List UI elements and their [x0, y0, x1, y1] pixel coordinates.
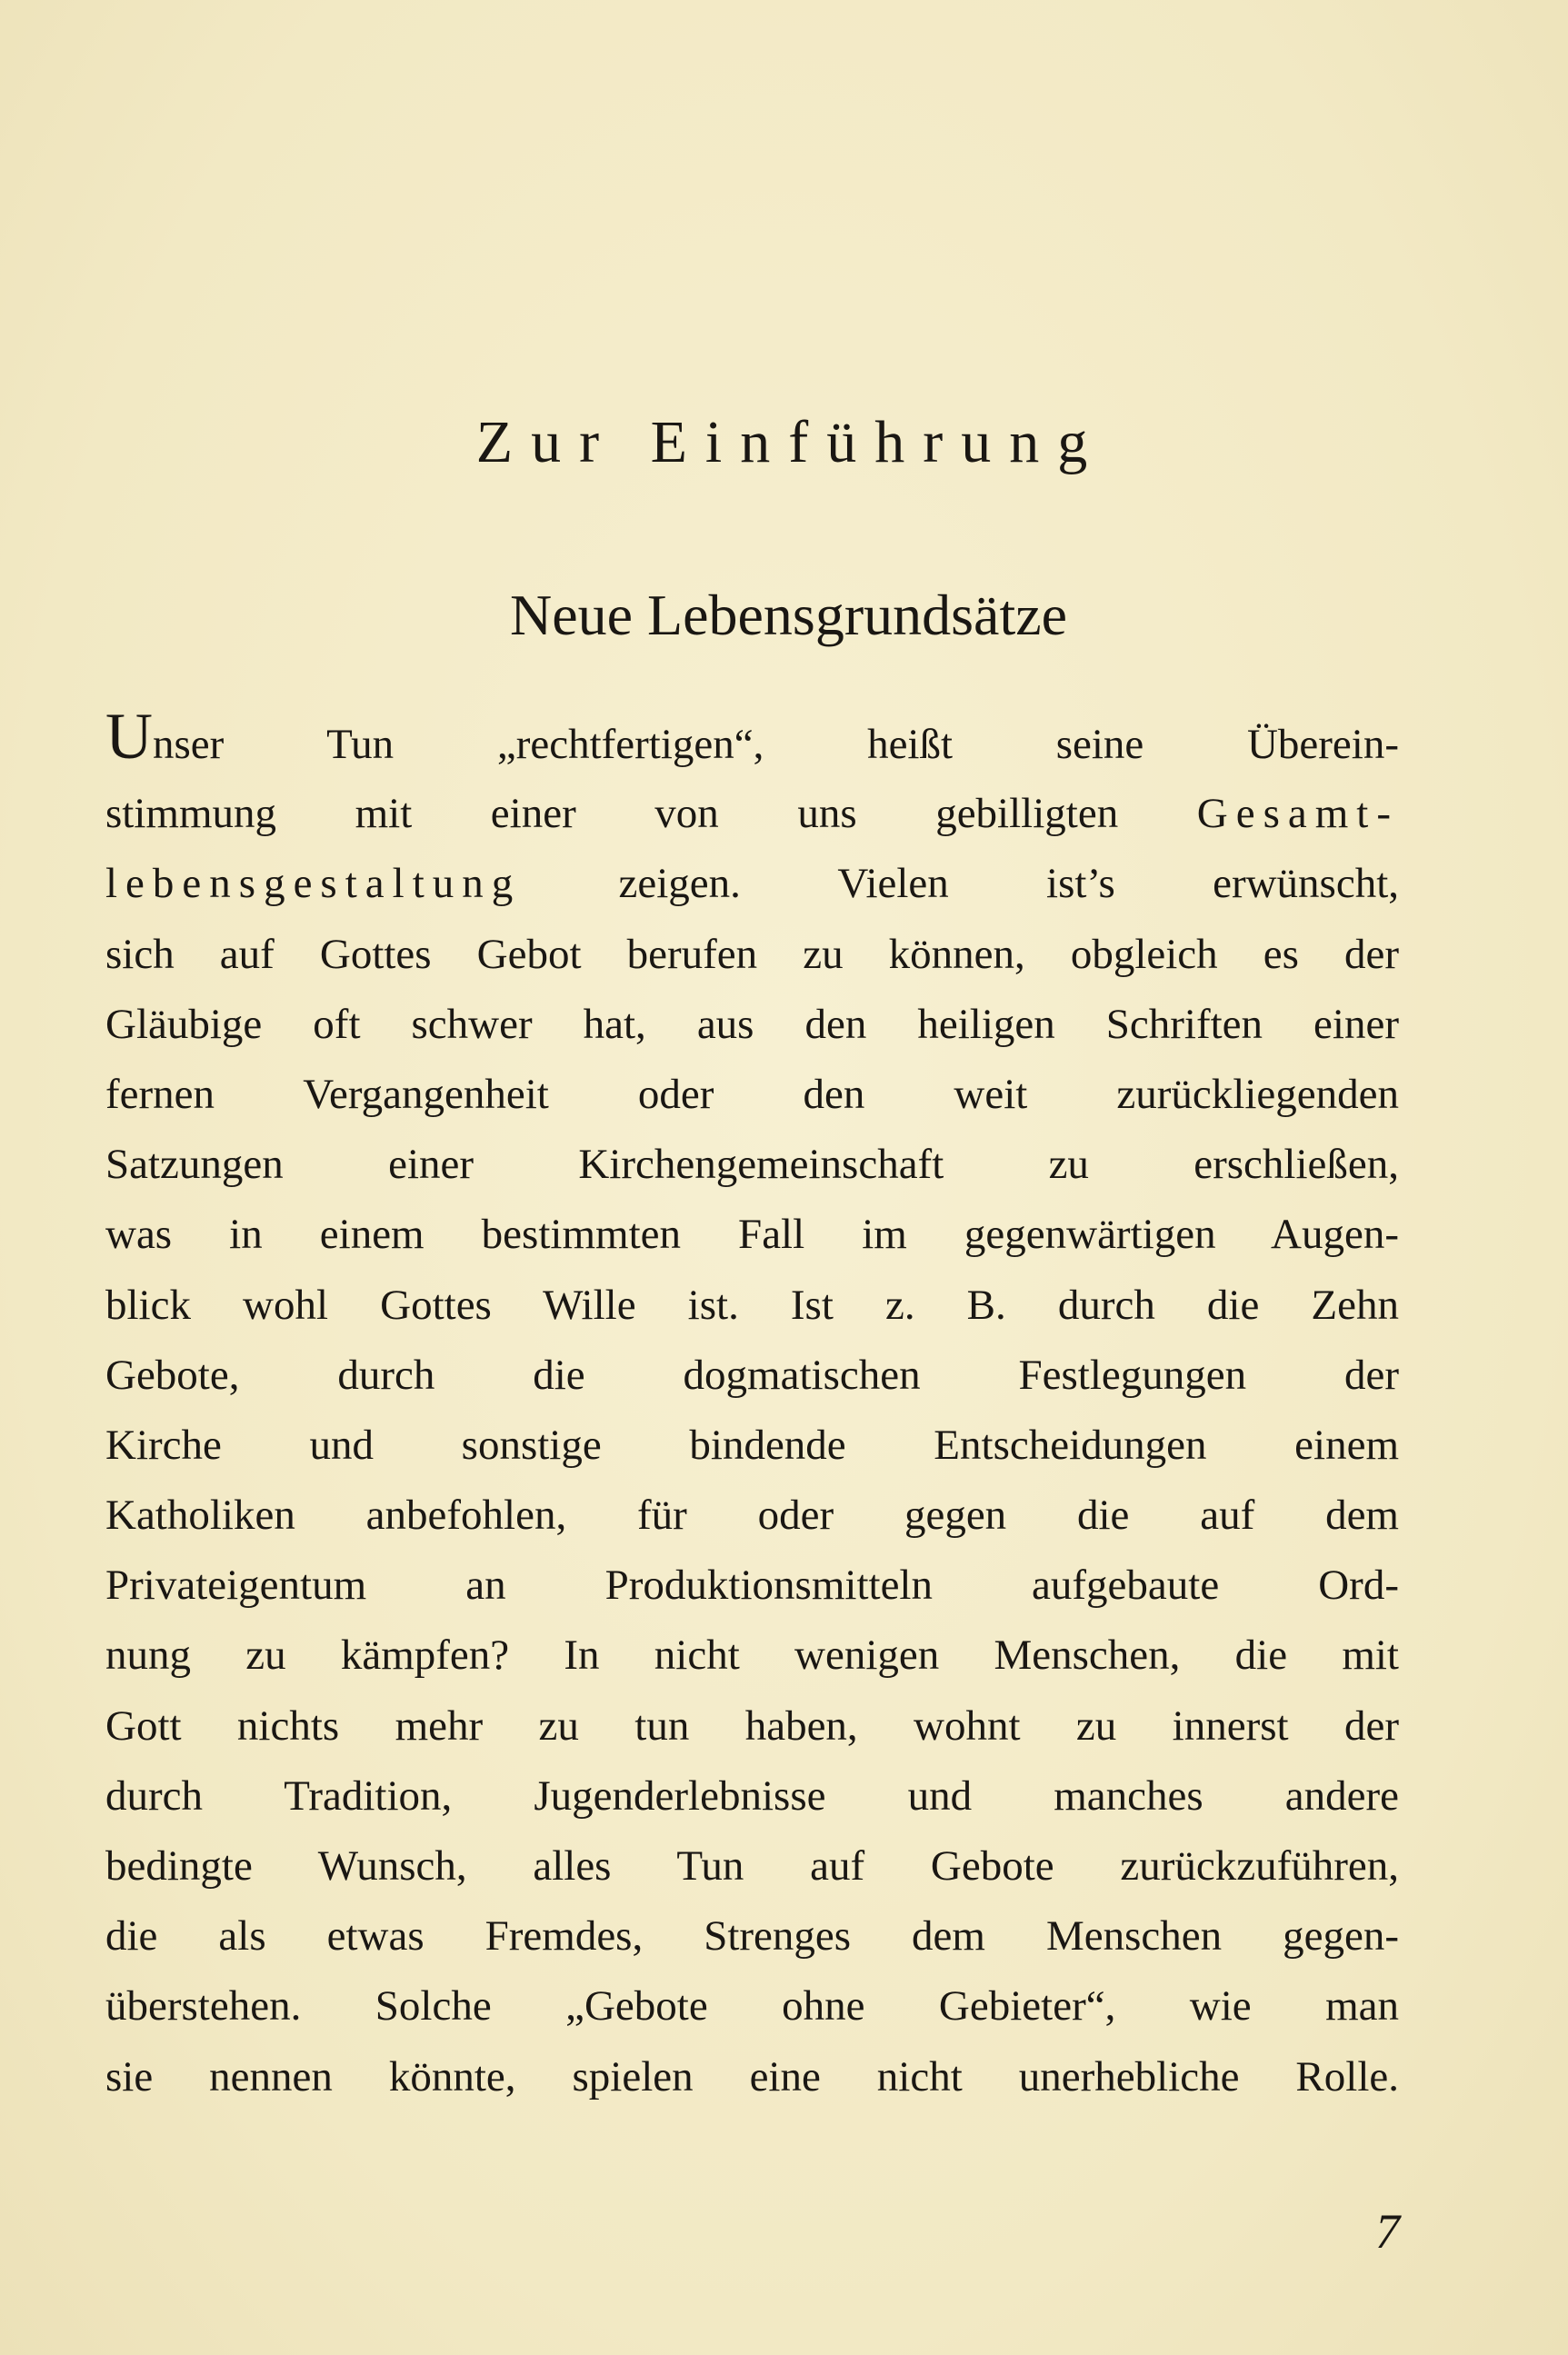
- text-line: nung zu kämpfen? In nicht wenigen Menschen, die mit: [105, 1632, 1399, 1680]
- drop-cap: U: [105, 700, 153, 773]
- spaced-emphasis: Gesamt-: [1196, 790, 1399, 838]
- text-line: [105, 700, 1399, 779]
- text-line: [105, 849, 1399, 919]
- text-line: die als etwas Fremdes, Strenges dem Menschen gegen-: [105, 1912, 1399, 1961]
- text-line: Katholiken anbefohlen, für oder gegen die auf dem: [105, 1492, 1399, 1540]
- text-line: Gläubige oft schwer hat, aus den heiligen Schriften einer: [105, 1000, 1399, 1048]
- text-line: durch Tradition, Jugenderlebnisse und manches andere: [105, 1771, 1399, 1820]
- text-line: Kirche und sonstige bindende Entscheidungen einem: [105, 1421, 1399, 1469]
- text-line: bedingte Wunsch, alles Tun auf Gebote zurückzuführen,: [105, 1842, 1399, 1890]
- line-text: stimmung mit einer von uns gebilligten: [105, 790, 1197, 838]
- text-line: Gott nichts mehr zu tun haben, wohnt zu innerst der: [105, 1701, 1399, 1750]
- text-line: sie nennen könnte, spielen eine nicht unerhebliche Rolle.: [105, 2052, 1399, 2101]
- spaced-emphasis: lebensgestaltung: [105, 860, 522, 908]
- text-line: überstehen. Solche „Gebote ohne Gebieter“, wie man: [105, 1982, 1399, 2031]
- page-number: 7: [1375, 2204, 1400, 2259]
- text-line: Privateigentum an Produktionsmitteln aufgebaute Ord-: [105, 1562, 1399, 1610]
- text-line: blick wohl Gottes Wille ist. Ist z. B. durch die Zehn: [105, 1281, 1399, 1329]
- text-line: fernen Vergangenheit oder den weit zurückliegenden: [105, 1070, 1399, 1118]
- body-paragraph: [105, 700, 1399, 2112]
- line-text: nser Tun „rechtfertigen“, heißt seine Überein-: [153, 721, 1399, 768]
- text-line: Gebote, durch die dogmatischen Festlegungen der: [105, 1351, 1399, 1399]
- line-text: zeigen. Vielen ist’s erwünscht,: [521, 860, 1399, 908]
- text-line: Satzungen einer Kirchengemeinschaft zu erschließen,: [105, 1141, 1399, 1189]
- text-line: [105, 779, 1399, 849]
- text-line: was in einem bestimmten Fall im gegenwärtigen Augen-: [105, 1211, 1399, 1259]
- chapter-heading: Zur Einführung: [475, 409, 1106, 475]
- section-subheading: Neue Lebensgrundsätze: [509, 583, 1068, 647]
- text-line: sich auf Gottes Gebot berufen zu können, obgleich es der: [105, 930, 1399, 978]
